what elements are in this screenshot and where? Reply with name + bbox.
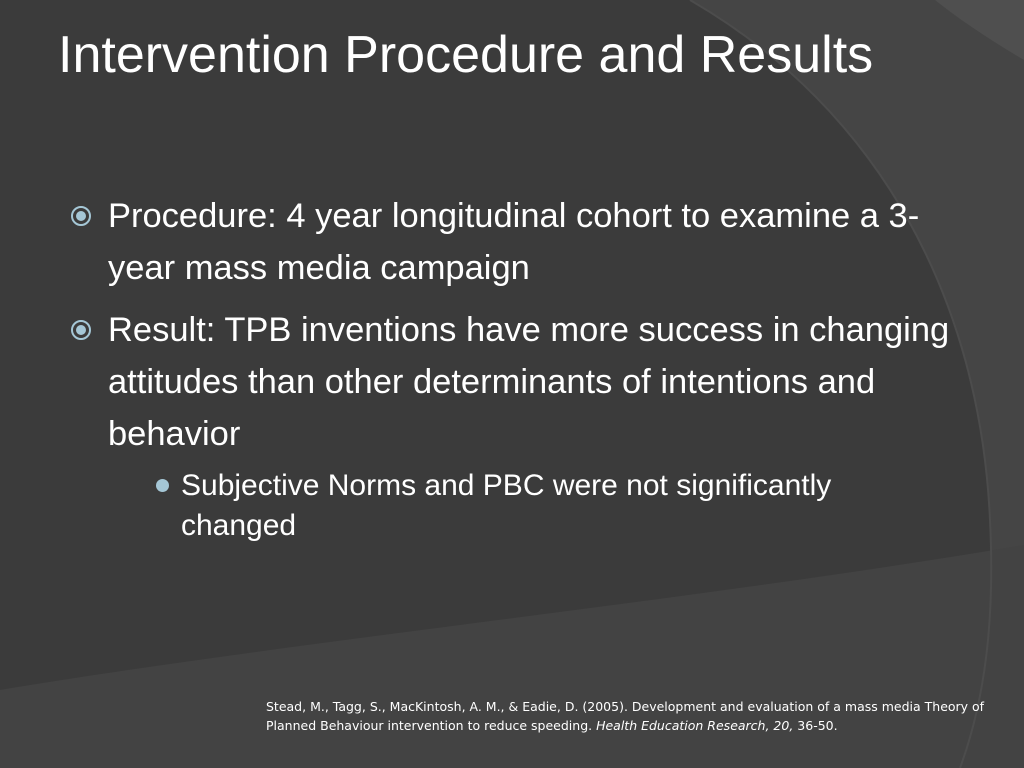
dot-icon <box>156 479 169 492</box>
circle-target-icon <box>70 319 92 341</box>
sub-bullet-text: Subjective Norms and PBC were not significantly changed <box>181 469 832 542</box>
bullet-list <box>70 190 950 556</box>
citation-journal: Health Education Research, 20, <box>596 718 794 733</box>
circle-target-icon <box>70 205 92 227</box>
bullet-procedure <box>70 190 950 294</box>
bullet-text: Result: TPB inventions have more success in changing attitudes than other determinants of intentions and behavior <box>108 311 950 453</box>
slide-title: Intervention Procedure and Results <box>58 26 874 84</box>
citation <box>266 697 1011 735</box>
bullet-text: Procedure: 4 year longitudinal cohort to examine a 3-year mass media campaign <box>108 197 920 287</box>
citation-text: Stead, M., Tagg, S., MacKintosh, A. M., & Eadie, D. (2005). Development and evaluation of a mass media Theory of Planned Behaviour intervention to reduce speeding. <box>266 699 985 733</box>
sub-bullet-norms <box>156 466 950 546</box>
bullet-result <box>70 304 950 546</box>
citation-pages: 36-50. <box>793 718 838 733</box>
